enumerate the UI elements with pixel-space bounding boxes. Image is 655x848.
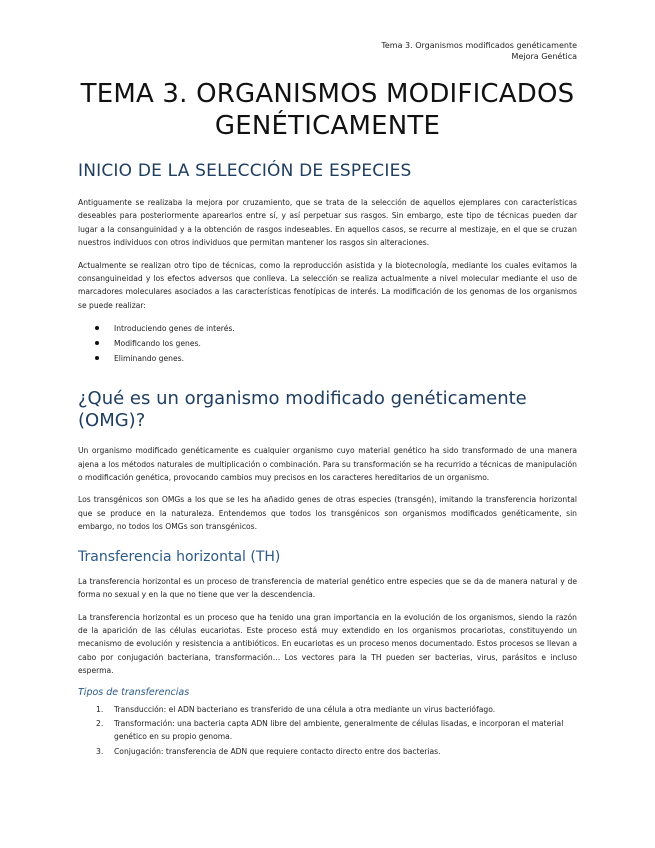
- bullet-text: Introduciendo genes de interés.: [114, 324, 235, 334]
- item-number: 3.: [96, 746, 104, 756]
- section-heading-omg: ¿Qué es un organismo modificado genéticamente (OMG)?: [78, 388, 527, 432]
- numbered-text: Transducción: el ADN bacteriano es transferido de una célula a otra mediante un virus bacteriófago.: [114, 704, 496, 714]
- paragraph: Un organismo modificado genéticamente es cualquier organismo cuyo material genético ha sido transformado de una manera ajena a los métodos naturales de multiplicación o combinación. Para su transformación se ha recurrido a técnicas de manipulación o modificación genética, provocando cambios muy precisos en los caracteres hereditarios de un organismo.: [78, 446, 577, 483]
- section-heading-seleccion: INICIO DE LA SELECCIÓN DE ESPECIES: [78, 161, 412, 181]
- bullet-dot-icon: [95, 326, 99, 330]
- numbered-item: [96, 717, 577, 744]
- numbered-list: [78, 703, 577, 759]
- bullet-list: [78, 321, 577, 366]
- item-number: 2.: [96, 718, 104, 728]
- header-course-topic: Tema 3. Organismos modificados genéticamente: [381, 41, 577, 50]
- paragraph: Actualmente se realizan otro tipo de técnicas, como la reproducción asistida y la biotecnología, mediante los cuales evitamos la consanguineidad y los efectos adversos que conlleva. La selección se realiza actualmente a nivel molecular mediante el uso de marcadores moleculares asociados a las características fenotípicas de interés. La modificación de los genomas de los organismos se puede realizar:: [78, 260, 577, 310]
- header-subject: Mejora Genética: [511, 52, 577, 61]
- paragraph: Antiguamente se realizaba la mejora por cruzamiento, que se trata de la selección de aquellos ejemplares con características deseables para posteriormente aparearlos entre sí, y así perpetuar sus rasgos. Sin embargo, este tipo de técnicas pueden dar lugar a la consanguinidad y a la obtención de rasgos indeseables. En aquellos casos, se recurre al mestizaje, en el que se cruzan nuestros individuos con otros individuos que permitan mantener los rasgos sin alteraciones.: [78, 198, 577, 248]
- subheading-transferencia-horizontal: Transferencia horizontal (TH): [78, 548, 281, 565]
- bullet-text: Modificando los genes.: [114, 339, 201, 349]
- numbered-text: Transformación: una bacteria capta ADN libre del ambiente, generalmente de células lisadas, e incorporan el material genético en su propio genoma.: [114, 718, 564, 742]
- bullet-text: Eliminando genes.: [114, 354, 185, 364]
- document-body: [78, 160, 577, 759]
- bullet-item: [114, 321, 577, 336]
- page-header: [381, 40, 577, 62]
- numbered-item: [96, 745, 577, 758]
- bullet-item: [114, 351, 577, 366]
- paragraph: Los transgénicos son OMGs a los que se les ha añadido genes de otras especies (transgén), imitando la transferencia horizontal que se produce en la naturaleza. Entendemos que todos los transgénicos son organismos modificados genéticamente, sin embargo, no todos los OMGs son transgénicos.: [78, 495, 577, 532]
- document-title: TEMA 3. ORGANISMOS MODIFICADOS GENÉTICAMENTE: [80, 79, 575, 141]
- numbered-item: [96, 703, 577, 716]
- bullet-dot-icon: [95, 341, 99, 345]
- bullet-item: [114, 336, 577, 351]
- subheading-tipos-transferencias: Tipos de transferencias: [78, 686, 190, 698]
- item-number: 1.: [96, 704, 104, 714]
- numbered-text: Conjugación: transferencia de ADN que requiere contacto directo entre dos bacterias.: [114, 746, 441, 756]
- bullet-dot-icon: [95, 356, 99, 360]
- paragraph: La transferencia horizontal es un proceso de transferencia de material genético entre especies que se da de manera natural y de forma no sexual y en la que no tiene que ver la descendencia.: [78, 576, 577, 600]
- paragraph: La transferencia horizontal es un proceso que ha tenido una gran importancia en la evolución de los organismos, siendo la razón de la aparición de las células eucariotas. Este proceso está muy extendido en los organismos procariotas, constituyendo un mecanismo de evolución y resistencia a antibióticos. En eucariotas es un proceso menos documentado. Estos procesos se llevan a cabo por conjugación bacteriana, transformación… Los vectores para la TH pueden ser bacterias, virus, parásitos e incluso esperma.: [78, 612, 577, 676]
